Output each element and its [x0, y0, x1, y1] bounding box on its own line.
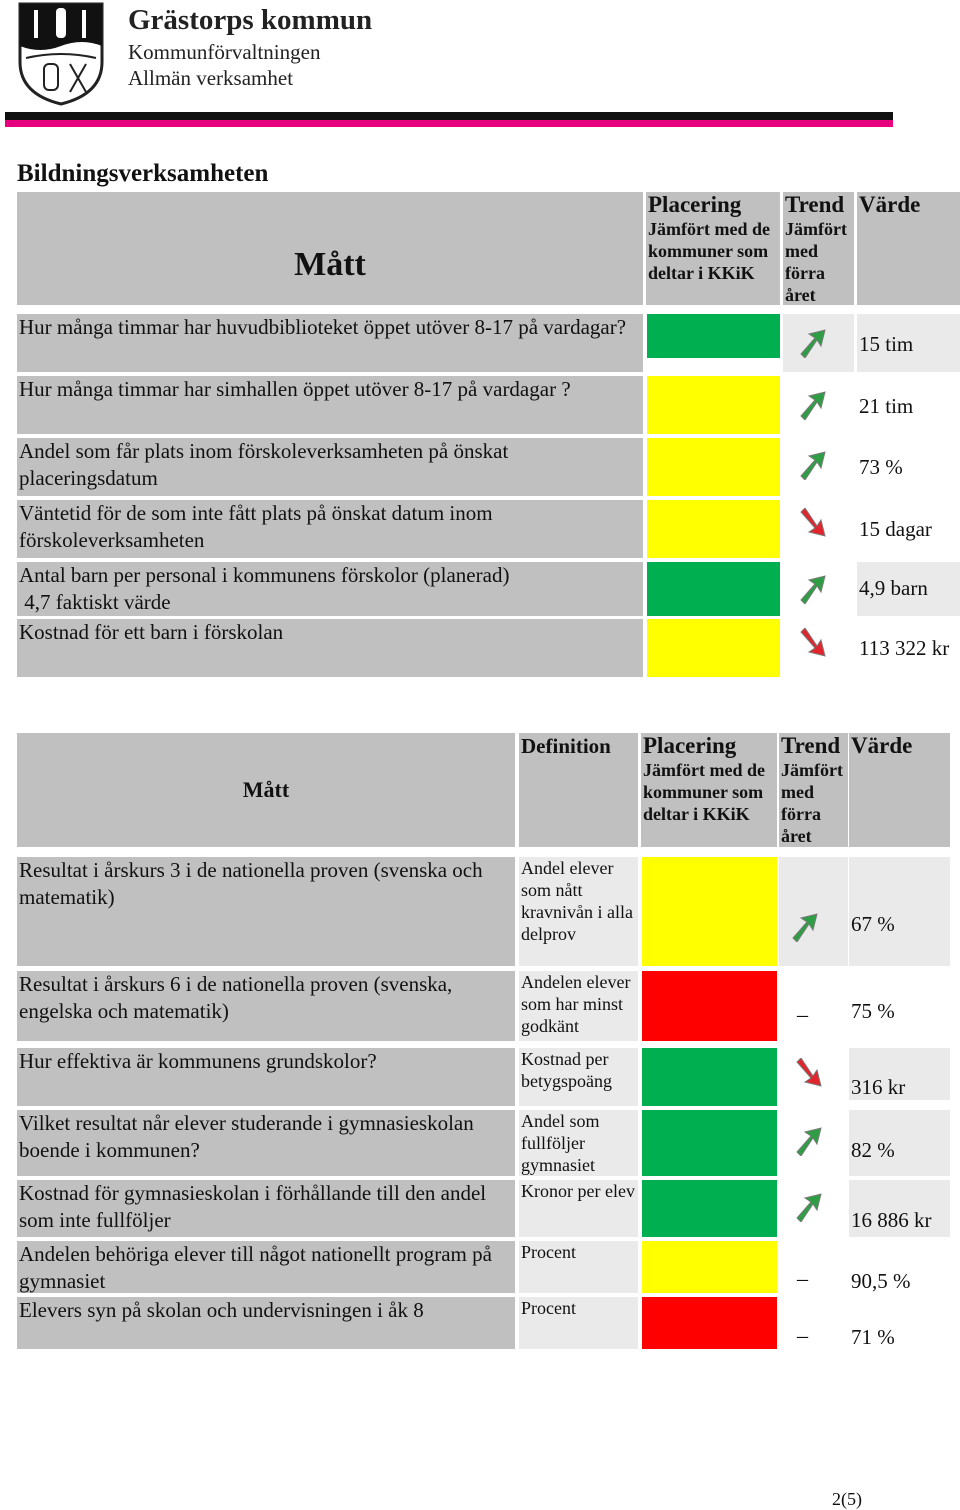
placement-indicator — [642, 971, 777, 1041]
table2-header-trend-sub: Jämfört med förra året — [781, 760, 843, 846]
table2-header-placering-sub: Jämfört med de kommuner som deltar i KKiK — [643, 760, 765, 824]
table2-header-trend-label: Trend — [781, 733, 841, 758]
page-number: 2(5) — [832, 1489, 862, 1509]
table1-row3-matt: Andel som får plats inom förskoleverksamheten på önskat placeringsdatum — [19, 439, 509, 490]
table2-header-trend — [779, 733, 848, 847]
table-row — [17, 1297, 515, 1349]
table1-row2-matt: Hur många timmar har simhallen öppet utöver 8-17 på vardagar ? — [19, 377, 571, 401]
table2-row7-matt: Elevers syn på skolan och undervisningen i åk 8 — [19, 1298, 424, 1322]
table2-header-placering — [641, 733, 777, 847]
table2-row2-varde: 75 % — [851, 999, 895, 1023]
table-row — [17, 971, 515, 1041]
header-rule-black — [5, 112, 893, 120]
table2-row2-matt: Resultat i årskurs 6 i de nationella proven (svenska, engelska och matematik) — [19, 972, 453, 1023]
table1-row6-varde: 113 322 kr — [859, 636, 950, 660]
organization-department: Kommunförvaltningen — [128, 40, 321, 64]
down-arrow-icon — [797, 628, 827, 660]
table1-header-varde-label: Värde — [859, 192, 921, 217]
placement-indicator — [642, 1048, 777, 1106]
dash-icon: _ — [797, 994, 808, 1019]
placement-indicator — [647, 619, 780, 677]
section-title: Bildningsverksamheten — [17, 160, 269, 187]
table-row — [17, 1110, 515, 1176]
table2-row6-matt: Andelen behöriga elever till något nationellt program på gymnasiet — [19, 1242, 492, 1293]
definition-cell — [519, 1048, 638, 1106]
table-row — [17, 1048, 515, 1106]
down-arrow-icon — [797, 508, 827, 540]
organization-name: Grästorps kommun — [128, 4, 373, 36]
table1-row1-varde: 15 tim — [859, 332, 914, 356]
table1-header-varde — [857, 192, 960, 305]
table2-row6-definition: Procent — [521, 1242, 576, 1262]
table2-row4-definition: Andel som fullföljer gymnasiet — [521, 1111, 600, 1175]
table2-row3-matt: Hur effektiva är kommunens grundskolor? — [19, 1049, 377, 1073]
table1-row1-matt: Hur många timmar har huvudbiblioteket öppet utöver 8-17 på vardagar? — [19, 315, 627, 339]
table1-row5-varde: 4,9 barn — [859, 576, 928, 600]
table1-row4-matt: Väntetid för de som inte fått plats på önskat datum inom förskoleverksamheten — [19, 501, 493, 552]
definition-cell — [519, 971, 638, 1041]
table2-row1-matt: Resultat i årskurs 3 i de nationella proven (svenska och matematik) — [19, 858, 483, 909]
placement-indicator — [647, 500, 780, 558]
table2-header-matt-label: Mått — [242, 777, 290, 802]
placement-indicator — [647, 438, 780, 496]
definition-cell — [519, 857, 638, 966]
table2-row2-definition: Andelen elever som har minst godkänt — [521, 972, 631, 1036]
municipality-coat-of-arms-icon — [16, 2, 106, 106]
table1-header-matt — [17, 192, 643, 305]
table2-header-varde — [849, 733, 950, 847]
up-arrow-icon — [793, 1190, 823, 1222]
up-arrow-icon — [797, 572, 827, 604]
table1-row5-matt-extra: 4,7 faktiskt värde — [19, 590, 171, 614]
table-row — [17, 619, 643, 677]
down-arrow-icon — [793, 1058, 823, 1090]
table-row — [17, 314, 643, 372]
table-row — [17, 857, 515, 966]
table2-row3-varde: 316 kr — [851, 1075, 906, 1099]
up-arrow-icon — [797, 448, 827, 480]
table2-header-placering-label: Placering — [643, 733, 737, 758]
table2-row7-definition: Procent — [521, 1298, 576, 1318]
table1-header-trend-label: Trend — [785, 192, 845, 217]
table1-header-placering-label: Placering — [648, 192, 742, 217]
table1-row5-matt: Antal barn per personal i kommunens förskolor (planerad) — [19, 563, 510, 587]
placement-indicator — [642, 1180, 777, 1237]
table1-row3-varde: 73 % — [859, 455, 903, 479]
table1-header-placering-sub: Jämfört med de kommuner som deltar i KKiK — [648, 219, 770, 283]
placement-indicator — [647, 376, 780, 434]
table2-row5-definition: Kronor per elev — [521, 1181, 635, 1201]
table2-row1-definition: Andel elever som nått kravnivån i alla delprov — [521, 858, 633, 944]
up-arrow-icon — [793, 1124, 823, 1156]
placement-indicator — [642, 857, 777, 966]
table2-row3-definition: Kostnad per betygspoäng — [521, 1049, 612, 1091]
table2-header-varde-label: Värde — [851, 733, 913, 758]
table-row — [17, 500, 643, 558]
table1-row2-varde: 21 tim — [859, 394, 914, 418]
table2-header-definition-label: Definition — [521, 734, 611, 758]
definition-cell — [519, 1297, 638, 1349]
table1-row4-varde: 15 dagar — [859, 517, 932, 541]
table2-row5-varde: 16 886 kr — [851, 1208, 932, 1232]
up-arrow-icon — [789, 910, 819, 942]
table2-header-matt — [17, 733, 515, 847]
table1-header-trend-sub: Jämfört med förra året — [785, 219, 847, 305]
table1-row6-matt: Kostnad för ett barn i förskolan — [19, 620, 284, 644]
dash-icon: _ — [797, 1315, 808, 1340]
placement-indicator — [642, 1110, 777, 1176]
organization-unit: Allmän verksamhet — [128, 66, 294, 90]
table2-row7-varde: 71 % — [851, 1325, 895, 1349]
table2-row1-varde: 67 % — [851, 912, 895, 936]
table2-row5-matt: Kostnad för gymnasieskolan i förhållande till den andel som inte fullföljer — [19, 1181, 487, 1232]
table-row — [17, 1241, 515, 1293]
table-row — [17, 1180, 515, 1237]
placement-indicator — [647, 562, 780, 616]
table1-header-trend — [783, 192, 854, 305]
table2-row4-varde: 82 % — [851, 1138, 895, 1162]
table-row — [17, 562, 643, 616]
up-arrow-icon — [797, 388, 827, 420]
table-row — [17, 376, 643, 434]
definition-cell — [519, 1110, 638, 1176]
table2-row4-matt: Vilket resultat når elever studerande i gymnasieskolan boende i kommunen? — [19, 1111, 474, 1162]
definition-cell — [519, 1241, 638, 1293]
placement-indicator — [642, 1297, 777, 1349]
definition-cell — [519, 1180, 638, 1237]
table2-header-definition — [519, 733, 638, 847]
table1-header-matt-label: Mått — [294, 245, 366, 283]
table-row — [17, 438, 643, 496]
table2-row6-varde: 90,5 % — [851, 1269, 911, 1293]
placement-indicator — [647, 314, 780, 358]
header-rule-pink — [5, 120, 893, 127]
table1-header-placering — [646, 192, 780, 305]
dash-icon: _ — [797, 1258, 808, 1283]
placement-indicator — [642, 1241, 777, 1293]
up-arrow-icon — [797, 326, 827, 358]
